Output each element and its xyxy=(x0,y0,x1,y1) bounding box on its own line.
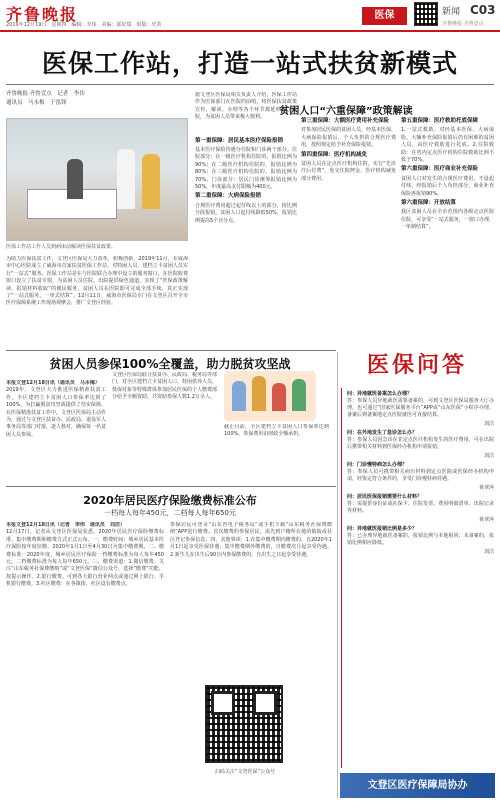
section-text: 贫困人口对发生的合规医疗费用，不设起付线，经报销后个人负担部分，商业补充保险再报销90%。 xyxy=(401,175,494,197)
qa-question: 问：异地就医备案怎么办理？ xyxy=(347,391,413,397)
masthead-divider xyxy=(0,30,500,32)
column-divider xyxy=(337,352,338,798)
section-text: 1.一站式救助。对经基本医保、大病保险、大额补充保险报销后仍有困难的贫困人员，由医疗救助进行托底。2.住院救助：在省内定点医疗机构住院救助比例不低于70%。 xyxy=(401,127,494,164)
masthead xyxy=(0,0,500,32)
section-heading: 第六重保障：开放结算 xyxy=(401,200,457,207)
qa-column xyxy=(341,388,494,768)
story-divider xyxy=(6,350,336,351)
qr-code-icon xyxy=(205,685,283,763)
editor-line: 齐鲁晚报·齐鲁壹点 xyxy=(442,21,484,27)
story3-headline: 2020年居民医疗保险缴费标准公布 xyxy=(83,494,257,507)
news-photo xyxy=(6,118,188,241)
section-heading: 第五重保障：医疗救助托底保障 xyxy=(401,118,479,124)
story2-byline: 本报文登12月18日讯（通讯员 马永梅） xyxy=(6,380,100,386)
photo-person xyxy=(117,149,135,209)
qa-answer: 答：参保人员因急诊在非定点医疗机构发生的医疗费用，可在出院后携带相关材料到医保经办机构申请报销。 xyxy=(347,437,494,450)
story3-column-1 xyxy=(6,522,164,800)
headline-divider xyxy=(6,84,494,85)
top-byline xyxy=(6,90,85,108)
qr-caption: 扫码关注“文登医保”公众号 xyxy=(214,769,276,775)
qa-question: 问：居民医保报销需要什么材料？ xyxy=(347,494,423,500)
story2-column-2: 文登区医保局联合扶贫办、民政局、税务局等部门，对全区建档立卡贫困人口、特困供养人员、低保对象等特殊群体参加居民医保的个人缴费部分给予全额资助，共资助参保人数1.2万余人。 xyxy=(112,372,217,401)
section-text: 合规医疗费用超过起付线以上的部分，按比例分段报销，贫困人口起付线降低50%，报销比例提高5个百分点。 xyxy=(195,202,297,224)
qa-question: 问：异地就医报销比例是多少？ xyxy=(347,526,418,532)
photo-person xyxy=(142,154,160,209)
news-label: 新闻 xyxy=(442,7,461,17)
top-subhead: 贫困人口“六重保障”政策解读 xyxy=(279,106,413,117)
section-heading: 第六重保障：医疗商业补充保险 xyxy=(401,166,479,173)
story3-subhead: 一档每人每年450元，二档每人每年650元 xyxy=(104,509,236,517)
story3-paragraph: 12月17日，记者从文登区医保局获悉，2020年居民医疗保险缴费标准、集中缴费期和缴费方式正式公布。一、缴费时间：城乡居民基本医疗保险按年度征缴，2020年1月1日至4月30日为集中缴费期。二、缴费标准：2020年度，城乡居民医疗保险一档缴费标准为每人每年450元，二档缴费标准为每人每年650元。三、缴费渠道：1.微信缴费。关注“山东税务社保费缴纳”或“文登医保”微信公众号，选择“缴费”功能，按提示操作。2.银行缴费。可到各大银行营业网点或通过网上银行、手机银行缴费。3.社区缴费：在各镇街、社区设有缴费点。 xyxy=(6,529,164,588)
photo-person xyxy=(67,159,83,199)
illustration-figure xyxy=(252,376,266,411)
illustration-figure xyxy=(232,381,246,411)
section-text: 贫困人员在定点医疗机构住院，实行“先诊疗后付费”，免交住院押金，医疗机构减免部分费用。 xyxy=(301,161,396,182)
qa-signature: 刘洁 xyxy=(483,453,494,459)
intro-paragraph: 据文登区医保局相关负责人介绍，医保工作站作为医保部门在医院的前哨，将医保扶贫政策宣传、解读、办理等各个环节都延伸到了医院，为贫困人员带来极大便利。 xyxy=(195,92,297,121)
qa-signature: 黄翠萍 xyxy=(478,517,494,523)
qa-signature: 刘洁 xyxy=(483,549,494,555)
qa-question: 问：在外地发生了急诊怎么办？ xyxy=(347,430,418,436)
qa-answer: 答：需提供身份证或社保卡、住院发票、费用明细清单、出院记录等材料。 xyxy=(347,501,494,514)
top-story-column-2 xyxy=(301,92,396,347)
story2-illustration xyxy=(224,371,316,421)
top-story-column-1 xyxy=(195,92,297,347)
byline-line: 通讯员 马永梅 于泓锋 xyxy=(6,100,67,106)
qa-question: 问：门诊慢特病怎么办理？ xyxy=(347,462,408,468)
section-heading: 第三重保障：大额医疗费用补充保险 xyxy=(301,118,390,124)
qa-answer: 答：已办理异地就医备案的，报销比例与本地相同；未备案的，报销比例相应降低。 xyxy=(347,533,494,546)
section-tag: 医保 xyxy=(362,7,407,25)
main-headline: 医保工作站，打造一站式扶贫新模式 xyxy=(41,49,458,78)
qa-title: 医保问答 xyxy=(366,353,467,378)
qr-code-icon xyxy=(414,2,438,26)
section-heading: 第二重保障：大病保险报销 xyxy=(195,193,262,200)
story3-byline: 本报文登12月18日讯（记者 李伟 通讯员 刘洁） xyxy=(6,522,125,528)
sponsor-banner: 文登区医疗保障局协办 xyxy=(340,773,495,798)
qa-answer: 答：参保人员可携带相关病历材料到定点医院或医保经办机构申请，经鉴定符合条件的，享受门诊慢特病待遇。 xyxy=(347,469,494,482)
page-number: C03 xyxy=(470,3,496,17)
story2-headline: 贫困人员参保100%全覆盖，助力脱贫攻坚战 xyxy=(49,357,291,371)
qa-signature: 刘洁 xyxy=(483,421,494,427)
story2-column-1 xyxy=(6,380,106,452)
story3-column-2: 参保居民可登录“山东省电子税务局”或手机下载“山东税务社保费缴纳”APP进行缴费。首次缴费的参保居民，需先到户籍所在地的镇街或社区登记参保信息。四、其他事项：1.在集中缴费期内缴费的，自2020年1月1日起享受医保待遇；集中缴费期外缴费的，自缴费次月起享受待遇。2.新生儿在出生后90日内参保缴费的，自出生之日起享受待遇。 xyxy=(170,522,332,558)
section-text: 我区贫困人员在全市范围内各级定点医院住院，可享受“一站式服务，一窗口办理，一单制结算”。 xyxy=(401,209,494,231)
story2-column-3: 截止目前，全区建档立卡贫困人口参保率达到100%，参保费用由财政全额承担。 xyxy=(224,424,329,438)
illustration-figure xyxy=(292,379,306,411)
photo-caption: 医保工作站工作人员到病床前解读医保扶贫政策。 xyxy=(6,244,117,250)
section-text: 基本医疗保险待遇分住院和门诊两个部分。住院部分：在一级医疗机构住院的，报销比例为90%；在二级医疗机构住院的，报销比例为80%；在三级医疗机构住院的，报销比例为70%。门诊部分：居民门诊统筹报销比例为50%，年度最高支付限额为400元。 xyxy=(195,147,297,191)
qa-signature: 黄翠萍 xyxy=(478,485,494,491)
story2-paragraph: 2019年，文登区大力推进医保精准扶贫工作，全区建档立卡贫困人口参保率达到了100%，为打赢脱贫攻坚战提供了坚实保障。在医保精准扶贫工作中，文登区医保局主动作为，通过与文登区扶贫办、民政局、退役军人事务局等部门对接，逐人核对，确保每一名贫困人员参保。 xyxy=(6,387,106,438)
story-divider xyxy=(6,486,336,487)
section-heading: 第四重保障：医疗机构减免 xyxy=(301,151,368,158)
illustration-figure xyxy=(272,383,286,411)
top-story-lead: 为助力医保扶贫工作，文登区医保局大力改革，积极创新，2019年11月，在威海市中心医院成立了威海市首家扶贫医保工作站，对特困人员、建档立卡贫困人员实行“一站式”服务。医保工作站是在与医院联合办理中设立的服务窗口，在医院收费窗口设立了扶贫专窗，为贫困人员住院、出院提供绿色通道，实现了“医保政策解读、报销材料收取”的便民服务，贫困人员在医院即可完成全部手续，真正实现了“一站式服务，一单式结算”。12月11日，威海市医保局专门在文登区召开全市医疗保障系统工作现场观摩会，推广文登区经验。 xyxy=(6,256,188,307)
qa-answer: 答：参保人员异地就医需要备案的，可到文登区医保局服务大厅办理，也可通过“国家医保服务平台”APP或“山东医保”小程序办理。备案后到备案地定点医院就医可直接结算。 xyxy=(347,398,494,418)
section-heading: 第一重保障：居民基本医疗保险报销 xyxy=(195,137,284,144)
top-story-column-3 xyxy=(401,92,494,347)
byline-line: 齐鲁晚报·齐鲁壹点 记者 李伟 xyxy=(6,91,85,97)
newspaper-logo: 齐鲁晚报 xyxy=(6,5,79,24)
section-text: 对参加居民医保的贫困人员，经基本医保、大病保险报销后，个人负担的合规医疗费用，按照规定给予补充保险报销。 xyxy=(301,127,396,149)
date-line: 2019年12月19日 星期四 编辑：李伟 美编：邵好瑞 组版：史英 xyxy=(6,22,162,28)
